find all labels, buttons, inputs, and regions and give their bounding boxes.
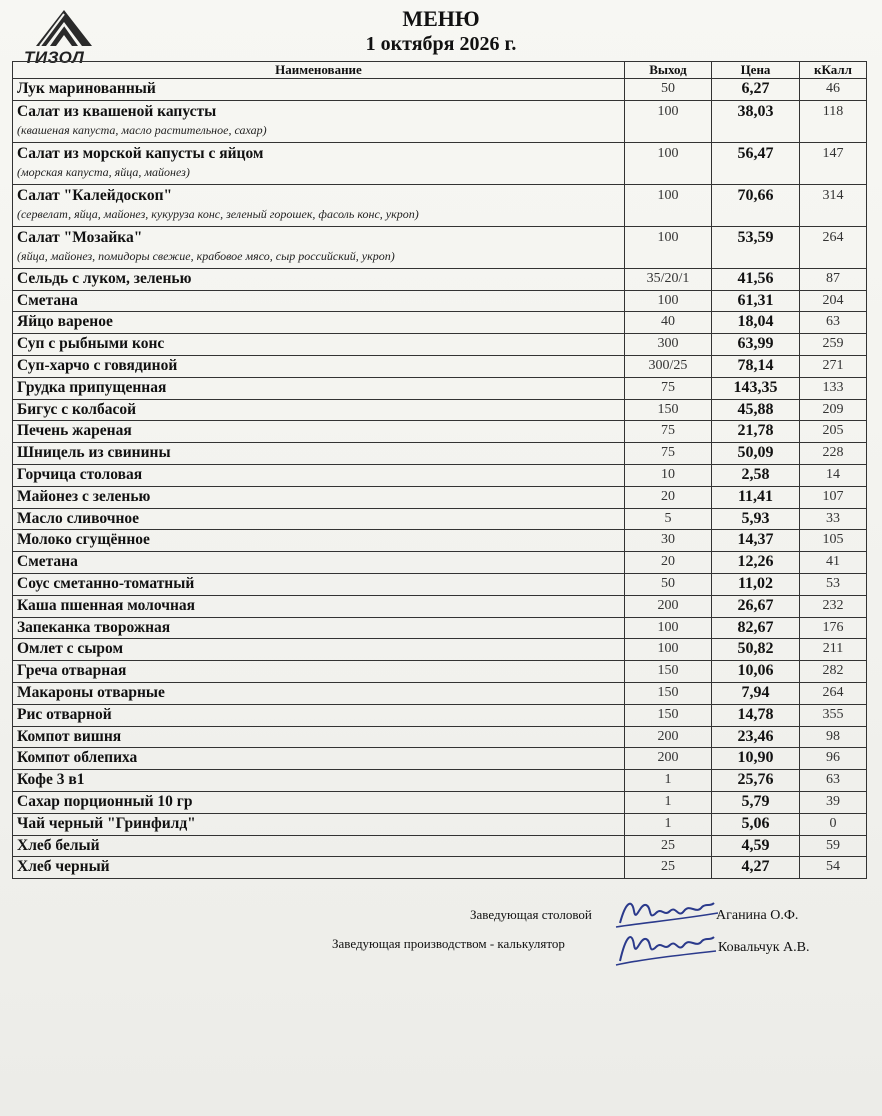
signature-name-production-head: Ковальчук А.В. — [718, 940, 810, 955]
dish-cell — [13, 290, 625, 312]
portion-cell: 100 — [625, 142, 712, 184]
dish-name: Кофе 3 в1 — [17, 771, 85, 789]
kcal-cell: 96 — [800, 748, 867, 770]
kcal-cell: 264 — [800, 682, 867, 704]
price-cell: 56,47 — [712, 142, 800, 184]
price-cell: 41,56 — [712, 268, 800, 290]
dish-cell — [13, 100, 625, 142]
price-cell: 7,94 — [712, 682, 800, 704]
price-cell: 14,37 — [712, 530, 800, 552]
portion-cell: 35/20/1 — [625, 268, 712, 290]
kcal-cell: 33 — [800, 508, 867, 530]
dish-name: Грудка припущенная — [17, 378, 167, 396]
table-row — [13, 726, 867, 748]
dish-cell — [13, 486, 625, 508]
price-cell: 26,67 — [712, 595, 800, 617]
dish-cell — [13, 355, 625, 377]
price-cell: 18,04 — [712, 312, 800, 334]
portion-cell: 25 — [625, 835, 712, 857]
table-row — [13, 639, 867, 661]
kcal-cell: 228 — [800, 443, 867, 465]
price-cell: 14,78 — [712, 704, 800, 726]
dish-cell — [13, 377, 625, 399]
dish-cell — [13, 443, 625, 465]
table-row — [13, 573, 867, 595]
price-cell: 4,59 — [712, 835, 800, 857]
dish-name: Салат из квашеной капусты — [17, 102, 217, 120]
portion-cell: 300/25 — [625, 355, 712, 377]
kcal-cell: 98 — [800, 726, 867, 748]
table-row — [13, 704, 867, 726]
dish-name: Чай черный "Гринфилд" — [17, 814, 196, 832]
kcal-cell: 63 — [800, 770, 867, 792]
kcal-cell: 46 — [800, 79, 867, 101]
dish-name: Сметана — [17, 553, 78, 571]
dish-cell — [13, 530, 625, 552]
table-row — [13, 399, 867, 421]
kcal-cell: 87 — [800, 268, 867, 290]
price-cell: 78,14 — [712, 355, 800, 377]
portion-cell: 150 — [625, 704, 712, 726]
dish-cell — [13, 142, 625, 184]
kcal-cell: 211 — [800, 639, 867, 661]
portion-cell: 1 — [625, 770, 712, 792]
dish-cell — [13, 639, 625, 661]
portion-cell: 200 — [625, 726, 712, 748]
dish-name: Омлет с сыром — [17, 640, 124, 658]
table-row — [13, 770, 867, 792]
table-row — [13, 595, 867, 617]
price-cell: 11,41 — [712, 486, 800, 508]
price-cell: 45,88 — [712, 399, 800, 421]
portion-cell: 30 — [625, 530, 712, 552]
portion-cell: 20 — [625, 486, 712, 508]
dish-cell — [13, 79, 625, 101]
portion-cell: 40 — [625, 312, 712, 334]
dish-name: Лук маринованный — [17, 80, 156, 97]
dish-cell — [13, 791, 625, 813]
dish-name: Масло сливочное — [17, 509, 140, 527]
table-row — [13, 142, 867, 184]
dish-name: Макароны отварные — [17, 683, 165, 701]
dish-cell — [13, 508, 625, 530]
portion-cell: 100 — [625, 100, 712, 142]
price-cell: 12,26 — [712, 552, 800, 574]
price-cell: 10,06 — [712, 661, 800, 683]
dish-ingredients: (сервелат, яйца, майонез, кукуруза конс, зеленый горошек, фасоль конс, укроп) — [17, 206, 419, 221]
dish-name: Шницель из свинины — [17, 444, 171, 462]
dish-cell — [13, 726, 625, 748]
portion-cell: 300 — [625, 334, 712, 356]
table-row — [13, 682, 867, 704]
dish-name: Хлеб черный — [17, 858, 110, 876]
portion-cell: 150 — [625, 399, 712, 421]
price-cell: 6,27 — [712, 79, 800, 101]
kcal-cell: 205 — [800, 421, 867, 443]
kcal-cell: 63 — [800, 312, 867, 334]
price-cell: 5,79 — [712, 791, 800, 813]
dish-name: Хлеб белый — [17, 836, 100, 854]
price-cell: 82,67 — [712, 617, 800, 639]
portion-cell: 1 — [625, 791, 712, 813]
dish-cell — [13, 770, 625, 792]
column-header-kcal: кКалл — [800, 62, 867, 79]
logo-text: ТИЗОЛ — [24, 48, 85, 67]
price-cell: 10,90 — [712, 748, 800, 770]
page-title: МЕНЮ — [402, 6, 480, 31]
dish-name: Соус сметанно-томатный — [17, 574, 195, 592]
dish-name: Компот облепиха — [17, 749, 138, 767]
signature-role-production-head: Заведующая производством - калькулятор — [332, 936, 565, 951]
portion-cell: 200 — [625, 748, 712, 770]
dish-cell — [13, 617, 625, 639]
column-header-portion: Выход — [625, 62, 712, 79]
kcal-cell: 105 — [800, 530, 867, 552]
kcal-cell: 41 — [800, 552, 867, 574]
dish-cell — [13, 857, 625, 879]
kcal-cell: 59 — [800, 835, 867, 857]
table-row — [13, 813, 867, 835]
price-cell: 5,06 — [712, 813, 800, 835]
table-row — [13, 355, 867, 377]
column-header-price: Цена — [712, 62, 800, 79]
kcal-cell: 107 — [800, 486, 867, 508]
table-row — [13, 791, 867, 813]
portion-cell: 25 — [625, 857, 712, 879]
dish-name: Яйцо вареное — [17, 313, 113, 331]
portion-cell: 20 — [625, 552, 712, 574]
price-cell: 70,66 — [712, 184, 800, 226]
table-row — [13, 312, 867, 334]
menu-table — [12, 61, 867, 879]
table-row — [13, 835, 867, 857]
price-cell: 50,82 — [712, 639, 800, 661]
column-header-name: Наименование — [13, 62, 625, 79]
table-row — [13, 464, 867, 486]
dish-cell — [13, 399, 625, 421]
kcal-cell: 204 — [800, 290, 867, 312]
table-row — [13, 661, 867, 683]
kcal-cell: 176 — [800, 617, 867, 639]
dish-cell — [13, 464, 625, 486]
price-cell: 61,31 — [712, 290, 800, 312]
dish-ingredients: (квашеная капуста, масло растительное, сахар) — [17, 122, 267, 137]
kcal-cell: 271 — [800, 355, 867, 377]
table-row — [13, 377, 867, 399]
portion-cell: 50 — [625, 79, 712, 101]
portion-cell: 100 — [625, 290, 712, 312]
menu-table-body — [13, 79, 867, 879]
kcal-cell: 232 — [800, 595, 867, 617]
kcal-cell: 264 — [800, 226, 867, 268]
price-cell: 63,99 — [712, 334, 800, 356]
dish-name: Сметана — [17, 291, 78, 309]
kcal-cell: 259 — [800, 334, 867, 356]
table-row — [13, 268, 867, 290]
kcal-cell: 314 — [800, 184, 867, 226]
dish-name: Суп-харчо с говядиной — [17, 356, 178, 374]
kcal-cell: 209 — [800, 399, 867, 421]
dish-name: Бигус с колбасой — [17, 400, 137, 418]
kcal-cell: 54 — [800, 857, 867, 879]
dish-cell — [13, 268, 625, 290]
table-row — [13, 552, 867, 574]
kcal-cell: 282 — [800, 661, 867, 683]
dish-name: Салат "Мозайка" — [17, 228, 143, 246]
table-row — [13, 226, 867, 268]
dish-cell — [13, 312, 625, 334]
dish-cell — [13, 184, 625, 226]
portion-cell: 5 — [625, 508, 712, 530]
portion-cell: 100 — [625, 226, 712, 268]
kcal-cell: 147 — [800, 142, 867, 184]
portion-cell: 200 — [625, 595, 712, 617]
table-row — [13, 79, 867, 101]
portion-cell: 150 — [625, 661, 712, 683]
table-row — [13, 530, 867, 552]
price-cell: 11,02 — [712, 573, 800, 595]
price-cell: 53,59 — [712, 226, 800, 268]
dish-name: Суп с рыбными конс — [17, 335, 165, 353]
kcal-cell: 53 — [800, 573, 867, 595]
portion-cell: 75 — [625, 377, 712, 399]
table-header-row — [13, 62, 867, 79]
dish-name: Горчица столовая — [17, 465, 143, 483]
dish-cell — [13, 661, 625, 683]
dish-cell — [13, 334, 625, 356]
table-row — [13, 290, 867, 312]
portion-cell: 10 — [625, 464, 712, 486]
price-cell: 4,27 — [712, 857, 800, 879]
kcal-cell: 0 — [800, 813, 867, 835]
dish-name: Греча отварная — [17, 662, 127, 680]
signature-name-canteen-head: Аганина О.Ф. — [716, 908, 799, 923]
price-cell: 21,78 — [712, 421, 800, 443]
dish-cell — [13, 682, 625, 704]
portion-cell: 75 — [625, 421, 712, 443]
table-row — [13, 508, 867, 530]
portion-cell: 1 — [625, 813, 712, 835]
dish-name: Рис отварной — [17, 705, 112, 723]
dish-cell — [13, 813, 625, 835]
portion-cell: 100 — [625, 617, 712, 639]
portion-cell: 100 — [625, 184, 712, 226]
dish-name: Сельдь с луком, зеленью — [17, 269, 192, 287]
dish-name: Майонез с зеленью — [17, 487, 151, 505]
table-row — [13, 857, 867, 879]
dish-cell — [13, 226, 625, 268]
price-cell: 50,09 — [712, 443, 800, 465]
dish-name: Молоко сгущённое — [17, 531, 150, 549]
table-row — [13, 184, 867, 226]
dish-name: Компот вишня — [17, 727, 122, 745]
price-cell: 25,76 — [712, 770, 800, 792]
price-cell: 23,46 — [712, 726, 800, 748]
dish-name: Запеканка творожная — [17, 618, 171, 636]
dish-name: Салат "Калейдоскоп" — [17, 186, 173, 204]
dish-cell — [13, 421, 625, 443]
kcal-cell: 14 — [800, 464, 867, 486]
dish-cell — [13, 704, 625, 726]
dish-name: Сахар порционный 10 гр — [17, 792, 193, 810]
handwritten-signature-2 — [610, 925, 720, 969]
price-cell: 38,03 — [712, 100, 800, 142]
dish-name: Печень жареная — [17, 422, 132, 440]
kcal-cell: 39 — [800, 791, 867, 813]
table-row — [13, 100, 867, 142]
price-cell: 143,35 — [712, 377, 800, 399]
kcal-cell: 355 — [800, 704, 867, 726]
table-row — [13, 334, 867, 356]
portion-cell: 50 — [625, 573, 712, 595]
portion-cell: 75 — [625, 443, 712, 465]
dish-cell — [13, 595, 625, 617]
dish-ingredients: (яйца, майонез, помидоры свежие, крабовое мясо, сыр российский, укроп) — [17, 248, 395, 263]
table-row — [13, 443, 867, 465]
dish-ingredients: (морская капуста, яйца, майонез) — [17, 164, 190, 179]
dish-cell — [13, 835, 625, 857]
signature-role-canteen-head: Заведующая столовой — [470, 907, 592, 922]
portion-cell: 100 — [625, 639, 712, 661]
dish-name: Салат из морской капусты с яйцом — [17, 144, 264, 162]
menu-date: 1 октября 2026 г. — [365, 33, 517, 55]
kcal-cell: 133 — [800, 377, 867, 399]
table-row — [13, 486, 867, 508]
dish-cell — [13, 748, 625, 770]
table-row — [13, 421, 867, 443]
table-row — [13, 748, 867, 770]
dish-cell — [13, 552, 625, 574]
dish-name: Каша пшенная молочная — [17, 596, 196, 614]
dish-cell — [13, 573, 625, 595]
kcal-cell: 118 — [800, 100, 867, 142]
price-cell: 2,58 — [712, 464, 800, 486]
portion-cell: 150 — [625, 682, 712, 704]
table-row — [13, 617, 867, 639]
price-cell: 5,93 — [712, 508, 800, 530]
